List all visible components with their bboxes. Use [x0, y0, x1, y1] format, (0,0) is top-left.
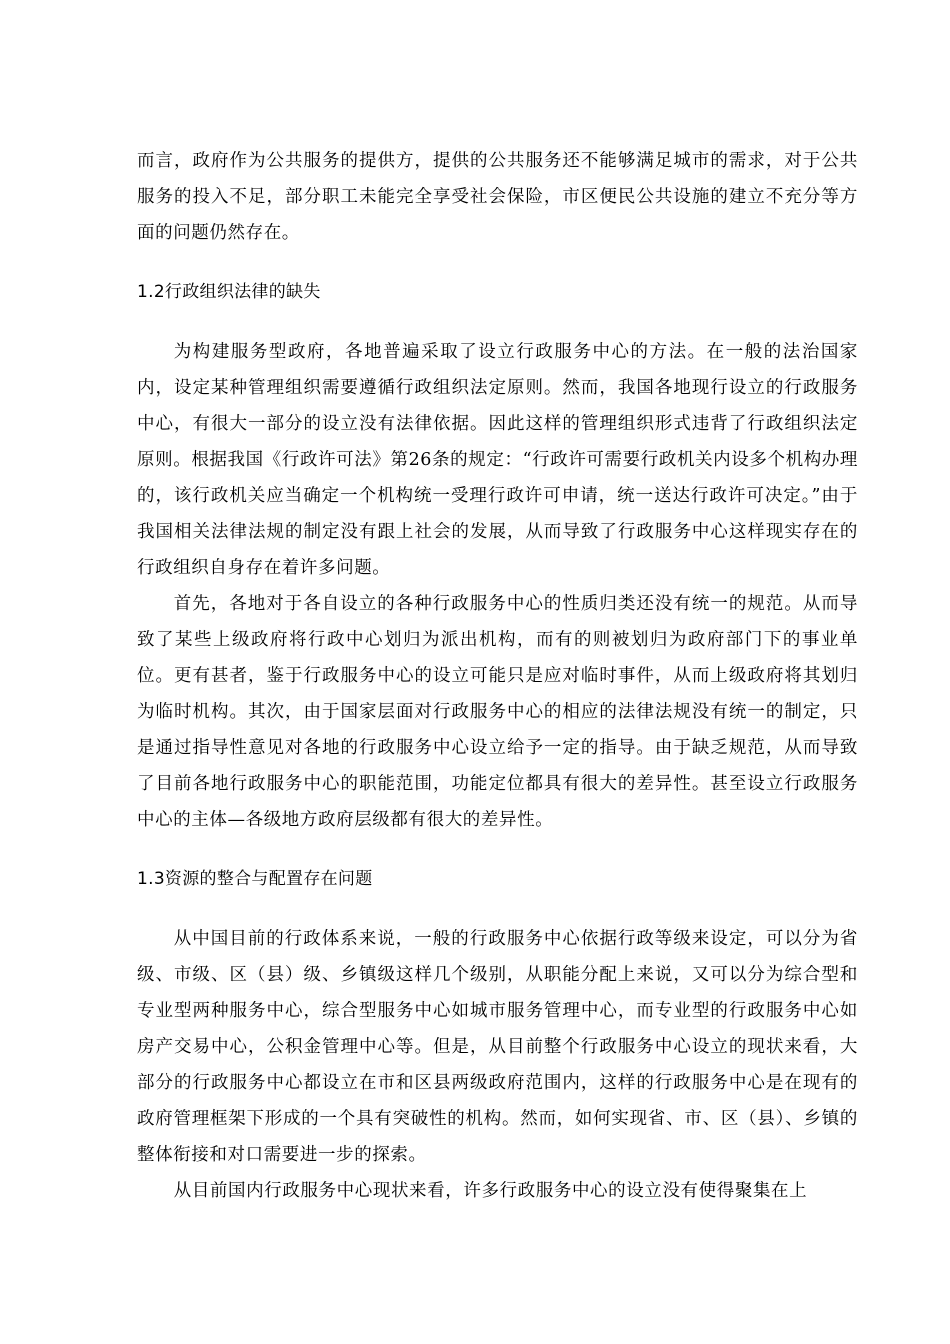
paragraph-1-3-a: 从中国目前的行政体系来说，一般的行政服务中心依据行政等级来设定，可以分为省级、市级、区（县）级、乡镇级这样几个级别，从职能分配上来说，又可以分为综合型和专业型两种服务中心，综合型服务中心如城市服务管理中心，而专业型的行政服务中心如房产交易中心，公积金管理中心等。但是，从目前整个行政服务中心设立的现状来看，大部分的行政服务中心都设立在市和区县两级政府范围内，这样的行政服务中心是在现有的政府管理框架下形成的一个具有突破性的机构。然而，如何实现省、市、区（县）、乡镇的整体衔接和对口需要进一步的探索。 [137, 929, 858, 1165]
spacer [137, 310, 858, 334]
page-content [137, 143, 858, 1209]
paragraph-1-3-b: 从目前国内行政服务中心现状来看，许多行政服务中心的设立没有使得聚集在上 [173, 1181, 808, 1201]
paragraph-continued: 而言，政府作为公共服务的提供方，提供的公共服务还不能够满足城市的需求，对于公共服务的投入不足，部分职工未能完全享受社会保险，市区便民公共设施的建立不充分等方面的问题仍然存在。 [137, 151, 858, 243]
paragraph-1-2-b: 首先，各地对于各自设立的各种行政服务中心的性质归类还没有统一的规范。从而导致了某些上级政府将行政中心划归为派出机构，而有的则被划归为政府部门下的事业单位。更有甚者，鉴于行政服务中心的设立可能只是应对临时事件，从而上级政府将其划归为临时机构。其次，由于国家层面对行政服务中心的相应的法律法规没有统一的制定，只是通过指导性意见对各地的行政服务中心设立给予一定的指导。由于缺乏规范，从而导致了目前各地行政服务中心的职能范围，功能定位都具有很大的差异性。甚至设立行政服务中心的主体—各级地方政府层级都有很大的差异性。 [137, 594, 858, 830]
section-heading-1-2: 1.2行政组织法律的缺失 [137, 282, 321, 302]
paragraph-1-2-a: 为构建服务型政府，各地普遍采取了设立行政服务中心的方法。在一般的法治国家内，设定某种管理组织需要遵循行政组织法定原则。然而，我国各地现行设立的行政服务中心，有很大一部分的设立没有法律依据。因此这样的管理组织形式违背了行政组织法定原则。根据我国《行政许可法》第26条的规定：“行政许可需要行政机关内设多个机构办理的，该行政机关应当确定一个机构统一受理行政许可申请，统一送达行政许可决定。”由于我国相关法律法规的制定没有跟上社会的发展，从而导致了行政服务中心这样现实存在的行政组织自身存在着许多问题。 [137, 342, 858, 578]
spacer [137, 838, 858, 861]
section-heading-1-3: 1.3资源的整合与配置存在问题 [137, 869, 373, 889]
spacer [137, 251, 858, 274]
spacer [137, 897, 858, 921]
